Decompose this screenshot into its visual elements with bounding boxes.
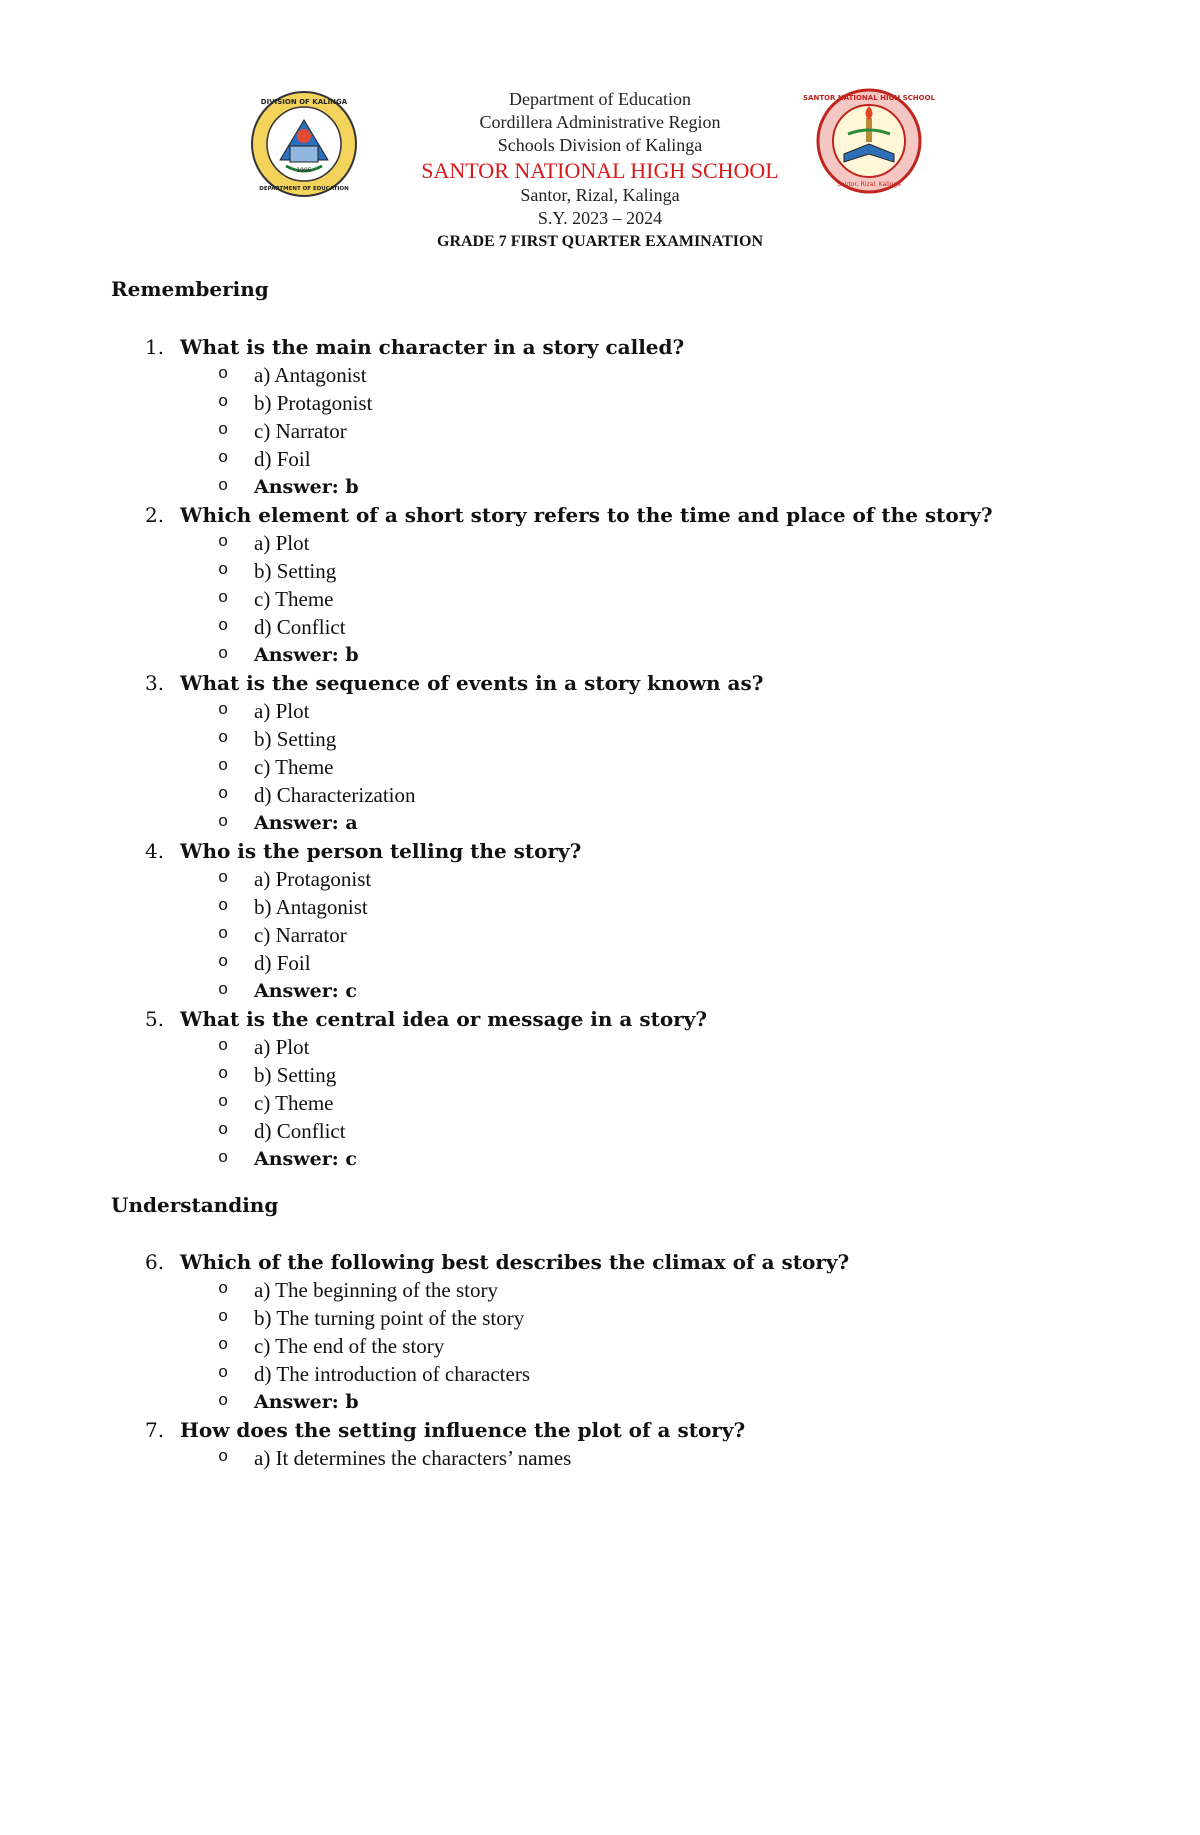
bullet-icon: o [218,1448,229,1467]
option-text: d) Characterization [254,783,416,807]
option-item [145,781,1125,809]
option-item [145,445,1125,473]
document-header [0,88,1200,253]
question-number: 1. [145,335,165,359]
question-item [145,501,1125,669]
option-text: a) Plot [254,531,310,555]
svg-text:Santor, Rizal, Kalinga: Santor, Rizal, Kalinga [837,181,901,188]
option-text: d) Foil [254,447,311,471]
option-item [145,1332,1125,1360]
option-text: a) Antagonist [254,363,367,387]
option-item [145,361,1125,389]
option-item [145,1304,1125,1332]
answer-text: Answer: b [254,476,359,498]
option-item [145,725,1125,753]
option-text: c) Narrator [254,419,347,443]
option-text: a) Plot [254,699,310,723]
question-item [145,669,1125,837]
question-number: 2. [145,503,165,527]
bullet-icon: o [218,1037,229,1056]
option-item [145,557,1125,585]
bullet-icon: o [218,1065,229,1084]
question-list-understanding [145,1248,1125,1472]
option-text: c) Narrator [254,923,347,947]
question-number: 4. [145,839,165,863]
option-text: b) Protagonist [254,391,373,415]
option-list [145,1033,1125,1173]
bullet-icon: o [218,533,229,552]
question-item [145,1005,1125,1173]
question-row [145,837,1125,865]
bullet-icon: o [218,393,229,412]
option-item [145,389,1125,417]
section-title-remembering: Remembering [111,277,269,301]
bullet-icon: o [218,1093,229,1112]
option-item [145,1276,1125,1304]
option-text: b) Setting [254,559,337,583]
bullet-icon: o [218,645,229,664]
answer-text: Answer: c [254,1148,357,1170]
bullet-icon: o [218,1308,229,1327]
option-list [145,1276,1125,1416]
option-item [145,1117,1125,1145]
option-item [145,753,1125,781]
option-text: b) Setting [254,1063,337,1087]
exam-title: GRADE 7 FIRST QUARTER EXAMINATION [437,233,763,250]
region-line: Cordillera Administrative Region [479,112,721,132]
question-text: Which of the following best describes the climax of a story? [180,1250,850,1274]
option-text: a) Protagonist [254,867,372,891]
option-item [145,697,1125,725]
question-item [145,837,1125,1005]
option-item [145,949,1125,977]
question-item [145,1248,1125,1416]
option-list [145,361,1125,501]
bullet-icon: o [218,449,229,468]
answer-text: Answer: a [254,812,358,834]
option-text: d) The introduction of characters [254,1362,531,1386]
question-item [145,333,1125,501]
answer-text: Answer: b [254,1391,359,1413]
bullet-icon: o [218,981,229,1000]
bullet-icon: o [218,1149,229,1168]
option-text: b) The turning point of the story [254,1306,525,1330]
bullet-icon: o [218,785,229,804]
option-text: b) Antagonist [254,895,368,919]
option-list [145,1444,1125,1472]
bullet-icon: o [218,1364,229,1383]
option-item [145,893,1125,921]
option-text: c) The end of the story [254,1334,445,1358]
question-row [145,669,1125,697]
question-text: Who is the person telling the story? [180,839,582,863]
option-text: d) Conflict [254,1119,346,1143]
option-item [145,1061,1125,1089]
question-text: Which element of a short story refers to the time and place of the story? [180,503,993,527]
bullet-icon: o [218,421,229,440]
question-number: 3. [145,671,165,695]
answer-item [145,1145,1125,1173]
question-number: 6. [145,1250,165,1274]
option-text: d) Foil [254,951,311,975]
option-item [145,865,1125,893]
school-year: S.Y. 2023 – 2024 [537,208,663,228]
question-text: What is the central idea or message in a story? [180,1007,708,1031]
question-row [145,1005,1125,1033]
question-text: What is the main character in a story called? [180,335,685,359]
question-item [145,1416,1125,1472]
option-text: b) Setting [254,727,337,751]
option-item [145,585,1125,613]
question-row [145,501,1125,529]
bullet-icon: o [218,897,229,916]
question-list-remembering [145,333,1125,1173]
bullet-icon: o [218,477,229,496]
answer-text: Answer: c [254,980,357,1002]
option-item [145,613,1125,641]
option-item [145,1033,1125,1061]
answer-item [145,809,1125,837]
bullet-icon: o [218,1280,229,1299]
bullet-icon: o [218,729,229,748]
option-text: c) Theme [254,587,334,611]
section-title-understanding: Understanding [111,1193,279,1217]
svg-text:DEPARTMENT OF EDUCATION: DEPARTMENT OF EDUCATION [259,186,349,192]
bullet-icon: o [218,1121,229,1140]
svg-text:1995: 1995 [296,167,312,174]
option-text: a) The beginning of the story [254,1278,498,1302]
option-item [145,1360,1125,1388]
svg-text:SANTOR NATIONAL HIGH SCHOOL: SANTOR NATIONAL HIGH SCHOOL [802,94,936,102]
question-text: How does the setting influence the plot of a story? [180,1418,746,1442]
bullet-icon: o [218,617,229,636]
option-item [145,417,1125,445]
bullet-icon: o [218,561,229,580]
bullet-icon: o [218,813,229,832]
division-line: Schools Division of Kalinga [497,135,703,155]
school-address: Santor, Rizal, Kalinga [520,185,680,205]
question-number: 5. [145,1007,165,1031]
option-item [145,529,1125,557]
question-row [145,333,1125,361]
bullet-icon: o [218,365,229,384]
option-item [145,921,1125,949]
option-item [145,1089,1125,1117]
bullet-icon: o [218,1392,229,1411]
question-row [145,1416,1125,1444]
question-number: 7. [145,1418,165,1442]
option-item [145,1444,1125,1472]
option-text: c) Theme [254,1091,334,1115]
bullet-icon: o [218,757,229,776]
bullet-icon: o [218,589,229,608]
bullet-icon: o [218,701,229,720]
question-text: What is the sequence of events in a story known as? [180,671,764,695]
option-list [145,529,1125,669]
option-list [145,865,1125,1005]
answer-item [145,641,1125,669]
option-list [145,697,1125,837]
school-name: SANTOR NATIONAL HIGH SCHOOL [421,158,779,183]
bullet-icon: o [218,1336,229,1355]
answer-item [145,473,1125,501]
bullet-icon: o [218,869,229,888]
bullet-icon: o [218,953,229,972]
option-text: a) It determines the characters’ names [254,1446,572,1470]
option-text: d) Conflict [254,615,346,639]
option-text: c) Theme [254,755,334,779]
answer-text: Answer: b [254,644,359,666]
svg-text:DIVISION OF KALINGA: DIVISION OF KALINGA [260,98,348,106]
answer-item [145,1388,1125,1416]
answer-item [145,977,1125,1005]
department-line: Department of Education [509,89,691,109]
bullet-icon: o [218,925,229,944]
option-text: a) Plot [254,1035,310,1059]
question-row [145,1248,1125,1276]
